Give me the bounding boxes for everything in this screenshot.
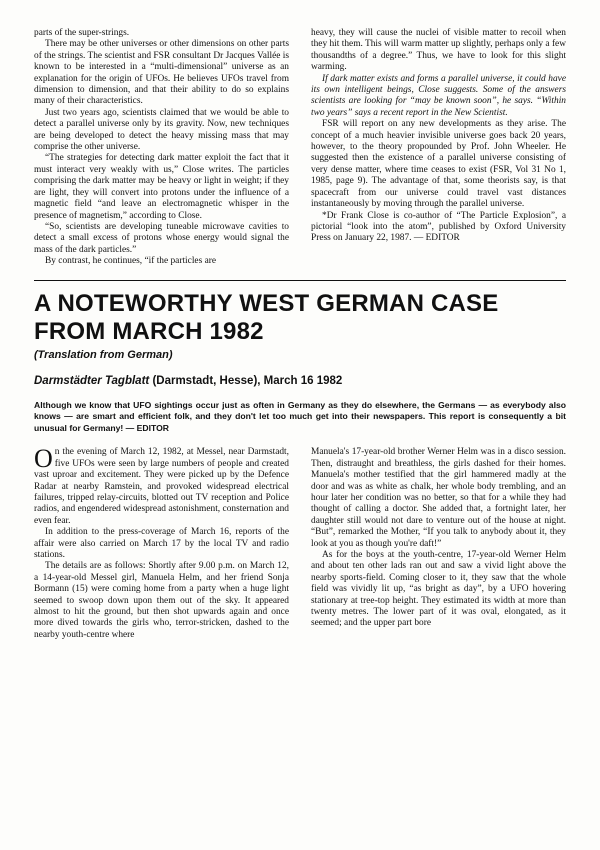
paragraph-with-dropcap — [34, 444, 289, 527]
top-article — [34, 28, 566, 268]
lower-article — [34, 444, 566, 641]
editor-note: Although we know that UFO sightings occur just as often in Germany as they do elsewhere, the Germans — as everybody also knows — are smart and efficient folk, and they don't let too much get into their newspapers. This report is consequently a bit unusual for Germany! — EDITOR — [34, 399, 566, 433]
source-detail: (Darmstadt, Hesse), March 16 1982 — [152, 374, 343, 387]
lower-article-right-column — [311, 447, 566, 641]
translation-note: (Translation from German) — [34, 348, 173, 361]
paragraph: There may be other universes or other dimensions on other parts of the strings. The scientist and FSR consultant Dr Jacques Vallée is known to be interested in a “multi-dimensional” universe as an explanation for the origin of UFOs. He believes UFOs travel from dimension to dimension, and that their ability to do so explains many of their characteristics. — [34, 39, 289, 107]
source-line — [34, 375, 566, 387]
drop-cap: O — [34, 444, 53, 474]
paragraph: Just two years ago, scientists claimed that we would be able to detect a parallel universe only by its gravity. Now, new techniques are being developed to detect the heavy missing mass that may comprise the other universe. — [34, 107, 289, 153]
paragraph: *Dr Frank Close is co-author of “The Particle Explosion”, a pictorial “look into the atom”, published by Oxford University Press on January 22, 1987. — EDITOR — [311, 210, 566, 244]
paragraph: “So, scientists are developing tuneable microwave cavities to detect a small excess of protons whose energy would signal the mass of the dark particles.” — [34, 221, 289, 255]
paragraph: In addition to the press-coverage of March 16, reports of the affair were also carried on March 17 by the local TV and radio stations. — [34, 527, 289, 560]
paragraph: As for the boys at the youth-centre, 17-year-old Werner Helm and about ten other lads ran out and saw a vivid light above the nearby sports-field. Coming closer to it, they saw that the whole field was vividly lit up, “as bright as day”, by a UFO hovering stationary at tree-top height. They estimated its width at more than twenty metres. The lower part of it was oval, elongated, as it seemed; and the upper part bore — [311, 549, 566, 629]
source-name: Darmstädter Tagblatt — [34, 374, 150, 387]
paragraph: The details are as follows: Shortly after 9.00 p.m. on March 12, a 14-year-old Messel girl, Manuela Helm, and her friend Sonja Bormann (15) were coming home from a party when a huge light seemed to swoop down upon them out of the sky. It appeared almost to hit the ground, but then shot upwards again and once more dived towards the girls who, terror-stricken, dashed to the nearby youth-centre where — [34, 561, 289, 640]
lower-article-left-column — [34, 444, 289, 641]
paragraph: parts of the super-strings. — [34, 28, 130, 38]
paragraph: FSR will report on any new developments as they arise. The concept of a much heavier invisible universe goes back 20 years, however, to the theory propounded by Prof. John Wheeler. He suggested then the existence of a parallel universe consisting of very dense matter, where time ceases to exist (FSR, Vol 31 No 1, 1985, page 9). The advantage of that, some theorists say, is that spacecraft from our universe could travel vast distances instantaneously by moving through the parallel universe. — [311, 119, 566, 210]
section-divider — [34, 280, 566, 281]
page-title-line1: A NOTEWORTHY WEST GERMAN CASE — [34, 289, 499, 317]
page-title-line2: FROM MARCH 1982 — [34, 317, 264, 345]
paragraph: heavy, they will cause the nuclei of visible matter to recoil when they hit them. This will warm matter up slightly, perhaps only a few thousandths of a degree.” Thus, we have to look for this slight warming. — [311, 28, 566, 73]
top-article-right-column — [311, 28, 566, 268]
paragraph-text: n the evening of March 12, 1982, at Messel, near Darmstadt, five UFOs were seen by large numbers of people and created vast uproar and excitement. They were picked up by the Defence Radar at nearby Ramstein, and provoked widespread electrical failures, tripped relay-circuits, blotted out TV reception and Police radios, and engendered widespread astonishment, consternation and even fear. — [34, 447, 289, 526]
paragraph: By contrast, he continues, “if the particles are — [45, 256, 217, 267]
paragraph: Manuela's 17-year-old brother Werner Helm was in a disco session. Then, distraught and breathless, the girls dashed for their homes. Manuela's mother testified that the girl hammered madly at the door and was as white as chalk, her whole body trembling, and an hour later her condition was no better, so that for a while they had thought of calling a doctor. She added that, a fortnight later, her daughter still would not dare to venture out of the house at night. “But”, remarked the Mother, “If you talk to anybody about it, they look at you as though you're daft!” — [311, 447, 566, 549]
top-article-left-column — [34, 28, 289, 268]
headline-block — [34, 291, 566, 435]
paragraph: “The strategies for detecting dark matter exploit the fact that it must interact very weakly with us,” Close writes. The particles comprising the dark matter may be heavy or light in weight; if they are light, they will convert into protons under the influence of a magnetic field “and leave an electromagnetic whisper in the presence of magnetism,” according to Close. — [34, 153, 289, 221]
paragraph: If dark matter exists and forms a parallel universe, it could have its own intelligent beings, Close suggests. Some of the answers scientists are looking for “may be known soon”, he says. “Within two years” says a recent report in the New Scientist. — [311, 73, 566, 118]
